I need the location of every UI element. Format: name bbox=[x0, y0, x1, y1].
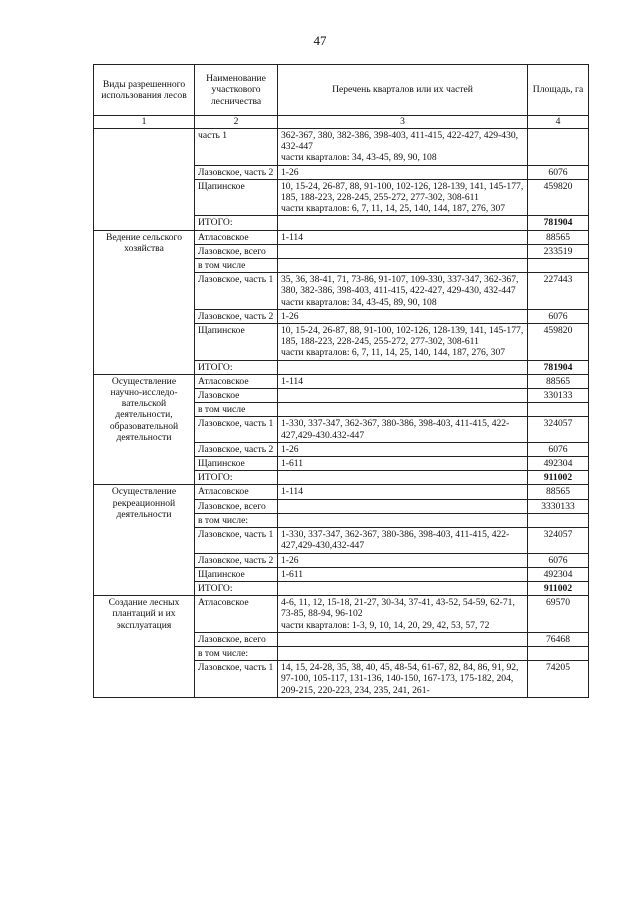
quarters-cell bbox=[278, 596, 528, 633]
forestry-name: в том числе bbox=[195, 259, 278, 273]
use-type-cell: Ведение сельского хозяйства bbox=[94, 230, 195, 374]
quarters-cell bbox=[278, 513, 528, 527]
table-row bbox=[94, 485, 589, 499]
quarters-list: 1-114 bbox=[281, 231, 304, 243]
forestry-name: Щапинское bbox=[195, 324, 278, 361]
quarters-cell bbox=[278, 324, 528, 361]
quarters-list: 10, 15-24, 26-87, 88, 91-100, 102-126, 128-139, 141, 145-177, 185, 188-223, 228-245, 255-272, 277-302, 308-611 bbox=[281, 180, 524, 204]
forestry-name: Лазовское, часть 1 bbox=[195, 273, 278, 310]
forestry-name: Лазовское, всего bbox=[195, 244, 278, 258]
quarter-parts: части кварталов: 34, 43-45, 89, 90, 108 bbox=[281, 152, 437, 164]
quarters-cell bbox=[278, 374, 528, 388]
header-quarters: Перечень кварталов или их частей bbox=[278, 65, 528, 116]
quarters-cell bbox=[278, 442, 528, 456]
column-number: 4 bbox=[528, 116, 589, 129]
header-area: Площадь, га bbox=[528, 65, 589, 116]
forestry-name: Лазовское, часть 1 bbox=[195, 528, 278, 553]
area-value: 492304 bbox=[528, 567, 589, 581]
table-row bbox=[94, 374, 589, 388]
forestry-name: Лазовское, всего bbox=[195, 632, 278, 646]
forestry-name: Щапинское bbox=[195, 567, 278, 581]
forestry-name: Лазовское, всего bbox=[195, 499, 278, 513]
quarters-cell bbox=[278, 417, 528, 442]
quarters-cell bbox=[278, 553, 528, 567]
area-value bbox=[528, 259, 589, 273]
quarters-cell bbox=[278, 165, 528, 179]
total-area: 911002 bbox=[528, 581, 589, 595]
forestry-name: Лазовское, часть 2 bbox=[195, 553, 278, 567]
area-value: 69570 bbox=[528, 596, 589, 633]
quarters-cell bbox=[278, 632, 528, 646]
quarter-parts: части кварталов: 6, 7, 11, 14, 25, 140, 144, 187, 276, 307 bbox=[281, 203, 506, 215]
total-label: ИТОГО: bbox=[195, 471, 278, 485]
forestry-name: Лазовское bbox=[195, 389, 278, 403]
quarters-cell bbox=[278, 567, 528, 581]
total-label: ИТОГО: bbox=[195, 581, 278, 595]
area-value bbox=[528, 129, 589, 166]
total-area: 781904 bbox=[528, 360, 589, 374]
forestry-name: Лазовское, часть 1 bbox=[195, 661, 278, 698]
area-value: 459820 bbox=[528, 179, 589, 216]
table-row bbox=[94, 596, 589, 633]
quarters-cell bbox=[278, 309, 528, 323]
quarters-list: 1-26 bbox=[281, 310, 299, 322]
quarters-cell bbox=[278, 179, 528, 216]
area-value: 6076 bbox=[528, 165, 589, 179]
area-value bbox=[528, 646, 589, 660]
quarters-list: 1-611 bbox=[281, 458, 304, 470]
area-value: 324057 bbox=[528, 528, 589, 553]
area-value: 6076 bbox=[528, 553, 589, 567]
forestry-name: в том числе bbox=[195, 403, 278, 417]
header-forestry-name: Наименование участкового лесничества bbox=[195, 65, 278, 116]
table-row bbox=[94, 129, 589, 166]
column-number: 2 bbox=[195, 116, 278, 129]
quarters-list: 1-611 bbox=[281, 568, 304, 580]
quarters-cell bbox=[278, 499, 528, 513]
use-type-cell: Осуществление научно-исследо-вательской деятельности, образовательной деятельности bbox=[94, 374, 195, 485]
total-area: 781904 bbox=[528, 216, 589, 230]
area-value: 6076 bbox=[528, 309, 589, 323]
column-number: 1 bbox=[94, 116, 195, 129]
quarters-cell bbox=[278, 403, 528, 417]
quarters-cell bbox=[278, 244, 528, 258]
total-label: ИТОГО: bbox=[195, 216, 278, 230]
area-value: 76468 bbox=[528, 632, 589, 646]
table-body bbox=[94, 129, 589, 698]
forestry-name: Лазовское, часть 2 bbox=[195, 309, 278, 323]
forestry-name: Лазовское, часть 1 bbox=[195, 417, 278, 442]
quarters-list: 1-26 bbox=[281, 554, 299, 566]
quarters-list: 1-26 bbox=[281, 166, 299, 178]
use-type-cell bbox=[94, 129, 195, 231]
forestry-name: Атласовское bbox=[195, 485, 278, 499]
column-number: 3 bbox=[278, 116, 528, 129]
quarters-list: 14, 15, 24-28, 35, 38, 40, 45, 48-54, 61-67, 82, 84, 86, 91, 92, 97-100, 105-117, 131-136, 140-150, 167-173, 175-182, 204, 209-215, 220-223, 234, 235, 241, 261- bbox=[281, 662, 519, 696]
use-type-cell: Осуществление рекреационной деятельности bbox=[94, 485, 195, 596]
area-value bbox=[528, 403, 589, 417]
forest-use-table bbox=[93, 64, 589, 698]
quarters-cell bbox=[278, 360, 528, 374]
area-value: 88565 bbox=[528, 485, 589, 499]
area-value: 227443 bbox=[528, 273, 589, 310]
area-value: 324057 bbox=[528, 417, 589, 442]
quarters-cell bbox=[278, 216, 528, 230]
area-value: 492304 bbox=[528, 457, 589, 471]
area-value bbox=[528, 513, 589, 527]
quarters-cell bbox=[278, 471, 528, 485]
quarters-cell bbox=[278, 581, 528, 595]
quarter-parts: части кварталов: 1-3, 9, 10, 14, 20, 29, 42, 53, 57, 72 bbox=[281, 619, 490, 631]
quarters-cell bbox=[278, 646, 528, 660]
quarter-parts: части кварталов: 6, 7, 11, 14, 25, 140, 144, 187, 276, 307 bbox=[281, 347, 506, 359]
total-area: 911002 bbox=[528, 471, 589, 485]
header-row bbox=[94, 65, 589, 116]
quarters-cell bbox=[278, 389, 528, 403]
area-value: 74205 bbox=[528, 661, 589, 698]
area-value: 6076 bbox=[528, 442, 589, 456]
forestry-name: в том числе: bbox=[195, 646, 278, 660]
area-value: 233519 bbox=[528, 244, 589, 258]
quarters-cell bbox=[278, 259, 528, 273]
forestry-name: Атласовское bbox=[195, 596, 278, 633]
forestry-name: Щапинское bbox=[195, 179, 278, 216]
quarters-list: 1-330, 337-347, 362-367, 380-386, 398-403, 411-415, 422-427,429-430,432-447 bbox=[281, 529, 510, 552]
quarters-cell bbox=[278, 661, 528, 698]
column-number-row bbox=[94, 116, 589, 129]
quarters-cell bbox=[278, 528, 528, 553]
quarters-list: 362-367, 380, 382-386, 398-403, 411-415, 422-427, 429-430, 432-447 bbox=[281, 130, 519, 153]
forestry-name: Атласовское bbox=[195, 230, 278, 244]
forestry-name: в том числе: bbox=[195, 513, 278, 527]
quarters-cell bbox=[278, 485, 528, 499]
quarters-cell bbox=[278, 457, 528, 471]
area-value: 88565 bbox=[528, 374, 589, 388]
quarters-list: 4-6, 11, 12, 15-18, 21-27, 30-34, 37-41, 43-52, 54-59, 62-71, 73-85, 88-94, 96-102 bbox=[281, 597, 515, 620]
area-value: 3330133 bbox=[528, 499, 589, 513]
area-value: 459820 bbox=[528, 324, 589, 361]
page-number: 47 bbox=[313, 33, 327, 48]
header-use-type: Виды разрешенного использования лесов bbox=[94, 65, 195, 116]
quarters-cell bbox=[278, 273, 528, 310]
quarters-list: 1-330, 337-347, 362-367, 380-386, 398-403, 411-415, 422-427,429-430.432-447 bbox=[281, 418, 510, 441]
forestry-name: Лазовское, часть 2 bbox=[195, 442, 278, 456]
total-label: ИТОГО: bbox=[195, 360, 278, 374]
forestry-name: Щапинское bbox=[195, 457, 278, 471]
use-type-cell: Создание лесных плантаций и их эксплуатация bbox=[94, 596, 195, 698]
area-value: 88565 bbox=[528, 230, 589, 244]
quarters-list: 35, 36, 38-41, 71, 73-86, 91-107, 109-330, 337-347, 362-367, 380, 382-386, 398-403, 411-415, 422-427, 429-430, 432-447 bbox=[281, 274, 519, 297]
quarters-list: 1-114 bbox=[281, 486, 304, 498]
table-row bbox=[94, 230, 589, 244]
area-value: 330133 bbox=[528, 389, 589, 403]
forestry-name: Лазовское, часть 2 bbox=[195, 165, 278, 179]
quarters-list: 10, 15-24, 26-87, 88, 91-100, 102-126, 128-139, 141, 145-177, 185, 188-223, 228-245, 255-272, 277-302, 308-611 bbox=[281, 325, 524, 348]
quarter-parts: части кварталов: 34, 43-45, 89, 90, 108 bbox=[281, 296, 437, 308]
forestry-name: Атласовское bbox=[195, 374, 278, 388]
quarters-cell bbox=[278, 230, 528, 244]
forestry-name: часть 1 bbox=[195, 129, 278, 166]
quarters-cell bbox=[278, 129, 528, 166]
quarters-list: 1-114 bbox=[281, 375, 304, 387]
quarters-list: 1-26 bbox=[281, 443, 299, 455]
